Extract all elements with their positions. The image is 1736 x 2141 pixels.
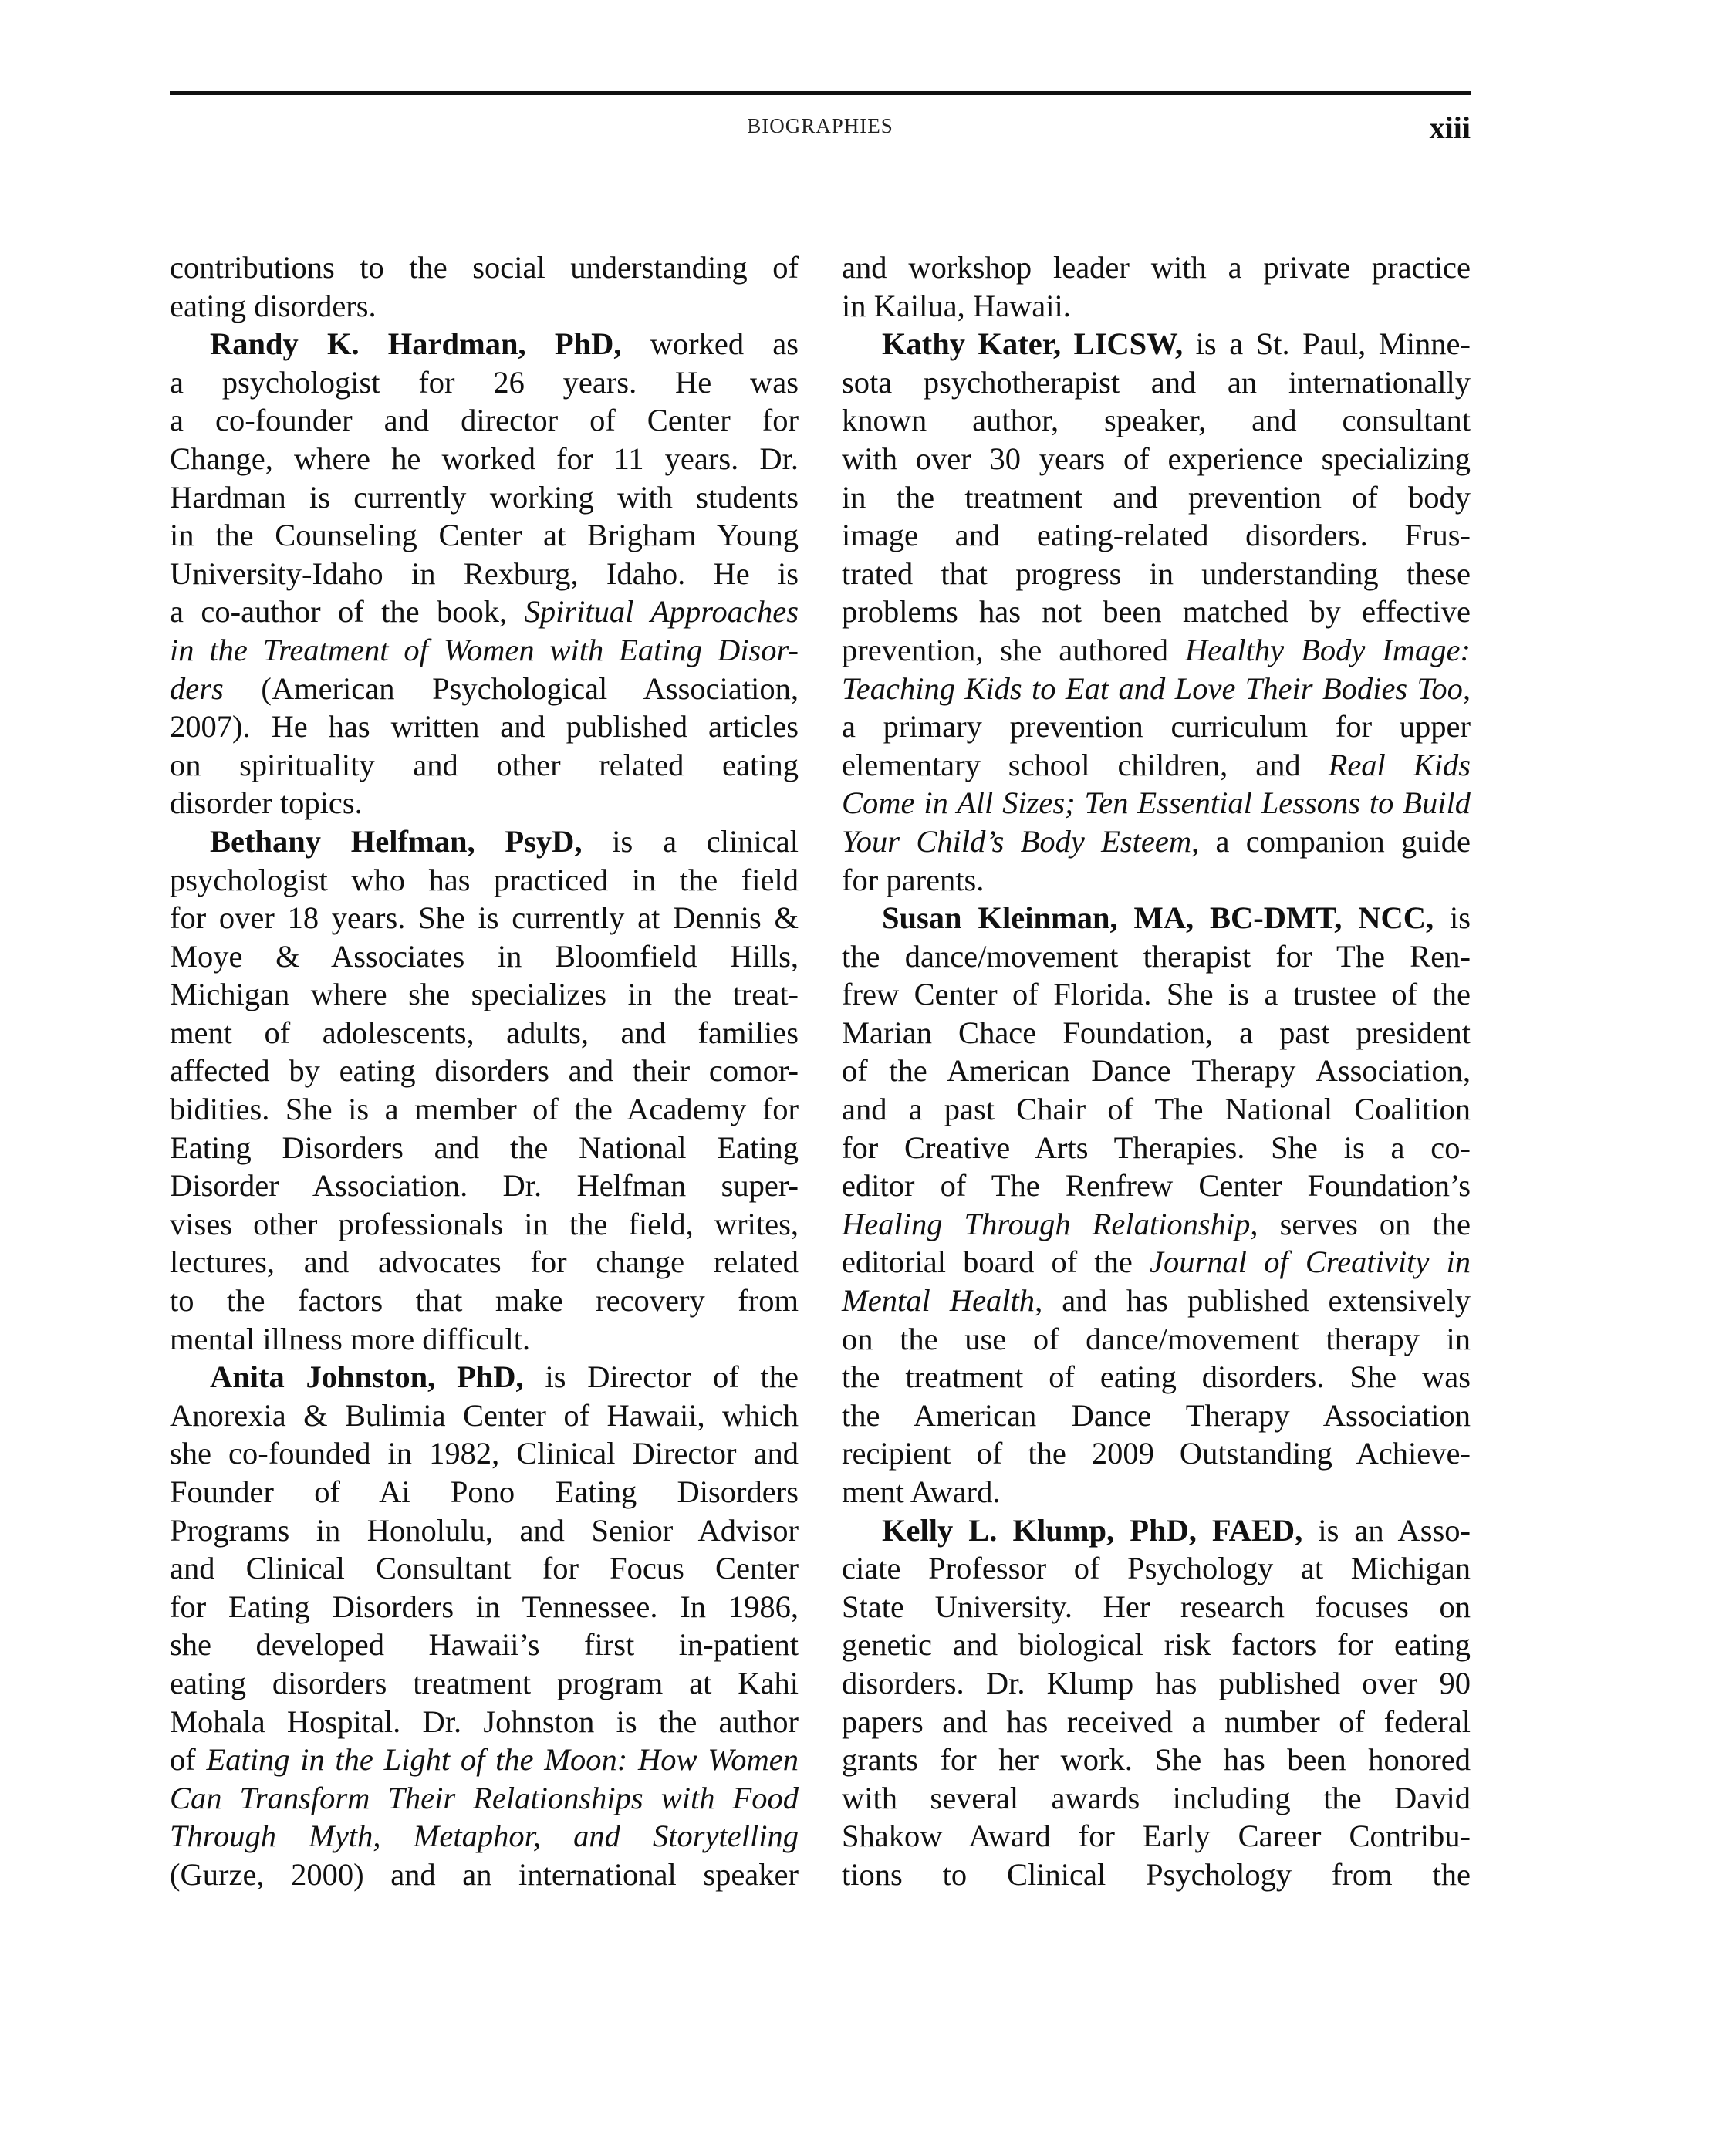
line-text: the treatment of eating disorders. She was	[842, 1359, 1471, 1395]
book-title-text: Real Kids	[1328, 747, 1471, 782]
text-line	[842, 1014, 1471, 1052]
line-text: Disorder Association. Dr. Helfman super-	[170, 1168, 799, 1204]
line-text: ment Award.	[842, 1474, 1001, 1509]
line-text: for parents.	[842, 862, 985, 897]
line-text: prevention, she authored	[842, 632, 1185, 667]
text-line	[170, 1396, 799, 1435]
line-text: problems has not been matched by effective	[842, 594, 1471, 630]
text-line	[170, 1664, 799, 1703]
text-line	[170, 1817, 799, 1856]
line-text: (Gurze, 2000) and an international speaker	[170, 1856, 799, 1892]
bio-first-line	[842, 1511, 1471, 1550]
line-text: a co-author of the book,	[170, 594, 525, 630]
bio-first-line	[842, 325, 1471, 363]
book-title-text: ders	[170, 670, 224, 706]
line-text: affected by eating disorders and their comor-	[170, 1053, 799, 1089]
line-text: is an Asso-	[1318, 1512, 1471, 1548]
text-line	[170, 516, 799, 555]
text-line	[842, 287, 1471, 326]
line-text: frew Center of Florida. She is a trustee of the	[842, 977, 1471, 1012]
book-title-text: Can Transform Their Relationships with Food	[170, 1780, 799, 1815]
line-text: State University. Her research focuses on	[842, 1589, 1471, 1624]
left-column	[170, 248, 799, 1894]
line-text: Eating Disorders and the National Eating	[170, 1130, 799, 1165]
text-line	[170, 1626, 799, 1664]
running-title: BIOGRAPHIES	[747, 114, 893, 137]
line-text: eating disorders.	[170, 288, 377, 323]
line-text: contributions to the social understanding of	[170, 250, 799, 285]
line-text: 2007). He has written and published articles	[170, 709, 799, 745]
text-line	[842, 1052, 1471, 1090]
line-text: is a clinical	[612, 823, 799, 859]
line-text: Change, where he worked for 11 years. Dr.	[170, 441, 799, 476]
line-text: papers and has received a number of federal	[842, 1704, 1471, 1739]
text-line	[170, 1014, 799, 1052]
bio-name: Anita Johnston, PhD,	[210, 1359, 524, 1395]
text-line	[842, 746, 1471, 785]
text-line	[842, 861, 1471, 900]
line-text: in the Counseling Center at Brigham Young	[170, 518, 799, 553]
text-line	[842, 707, 1471, 746]
text-line	[842, 1664, 1471, 1703]
text-line	[170, 478, 799, 517]
book-title-text: Journal of Creativity in	[1150, 1244, 1471, 1280]
line-text: eating disorders treatment program at Kahi	[170, 1665, 799, 1700]
text-line	[842, 1817, 1471, 1856]
line-text: image and eating-related disorders. Frus-	[842, 518, 1471, 553]
bio-first-line	[170, 325, 799, 363]
line-text: genetic and biological risk factors for eating	[842, 1627, 1471, 1663]
line-text: on spirituality and other related eating	[170, 747, 799, 782]
line-text: tions to Clinical Psychology from the	[842, 1856, 1471, 1892]
book-title-text: Teaching Kids to Eat and Love Their Bodies Too,	[842, 670, 1471, 706]
text-line	[170, 248, 799, 287]
bio-first-line	[842, 899, 1471, 937]
text-line	[170, 1205, 799, 1244]
text-line	[842, 1396, 1471, 1435]
text-line	[842, 516, 1471, 555]
text-line	[170, 1588, 799, 1626]
bio-name: Kathy Kater, LICSW,	[882, 326, 1184, 362]
text-line	[842, 401, 1471, 440]
text-line	[842, 1320, 1471, 1359]
line-text: editorial board of the	[842, 1244, 1150, 1280]
bio-name: Susan Kleinman, MA, BC-DMT, NCC,	[882, 900, 1434, 936]
text-line	[842, 1779, 1471, 1818]
text-line	[170, 1243, 799, 1282]
line-text: ment of adolescents, adults, and families	[170, 1015, 799, 1050]
book-title-text: in the Treatment of Women with Eating Disor-	[170, 632, 799, 667]
line-text: Hardman is currently working with students	[170, 479, 799, 515]
text-line	[170, 975, 799, 1014]
bio-name: Randy K. Hardman, PhD,	[210, 326, 622, 362]
header-rule	[170, 91, 1471, 95]
line-text: ciate Professor of Psychology at Michigan	[842, 1551, 1471, 1586]
text-line	[842, 440, 1471, 478]
text-line	[842, 784, 1471, 822]
text-line	[842, 1626, 1471, 1664]
line-text: to the factors that make recovery from	[170, 1283, 799, 1319]
text-line	[170, 593, 799, 631]
book-title-text: Healing Through Relationship	[842, 1206, 1251, 1241]
line-text: the dance/movement therapist for The Ren-	[842, 938, 1471, 974]
line-text: with several awards including the David	[842, 1780, 1471, 1815]
text-line	[842, 1282, 1471, 1320]
line-text: for Creative Arts Therapies. She is a co-	[842, 1130, 1471, 1165]
text-line	[170, 937, 799, 976]
text-line	[170, 1779, 799, 1818]
book-title-text: Eating in the Light of the Moon: How Women	[206, 1742, 799, 1778]
text-line	[842, 593, 1471, 631]
line-text: Mohala Hospital. Dr. Johnston is the author	[170, 1704, 799, 1739]
line-text: bidities. She is a member of the Academy for	[170, 1092, 799, 1127]
line-text: lectures, and advocates for change related	[170, 1244, 799, 1280]
text-line	[170, 1167, 799, 1205]
running-head	[170, 110, 1471, 147]
line-text: , serves on the	[1250, 1206, 1471, 1241]
line-text: vises other professionals in the field, writes,	[170, 1206, 799, 1241]
text-line	[842, 478, 1471, 517]
line-text: a psychologist for 26 years. He was	[170, 364, 799, 400]
text-line	[842, 975, 1471, 1014]
text-line	[170, 1052, 799, 1090]
text-line	[170, 1090, 799, 1129]
book-title-text: Spiritual Approaches	[524, 594, 799, 630]
text-line	[842, 1588, 1471, 1626]
book-title-text: Come in All Sizes; Ten Essential Lessons to Build	[842, 785, 1471, 821]
line-text: disorders. Dr. Klump has published over 90	[842, 1665, 1471, 1700]
text-line	[170, 401, 799, 440]
line-text: of	[170, 1742, 207, 1778]
text-line	[842, 1434, 1471, 1473]
line-text: Programs in Honolulu, and Senior Advisor	[170, 1512, 799, 1548]
text-line	[170, 287, 799, 326]
text-line	[170, 899, 799, 937]
text-line	[170, 1129, 799, 1167]
text-line	[170, 631, 799, 670]
line-text: in Kailua, Hawaii.	[842, 288, 1071, 323]
line-text: is a St. Paul, Minne-	[1195, 326, 1471, 362]
bio-name: Kelly L. Klump, PhD, FAED,	[882, 1512, 1303, 1548]
line-text: with over 30 years of experience specializing	[842, 441, 1471, 476]
text-line	[842, 1358, 1471, 1396]
text-line	[842, 1703, 1471, 1741]
line-text: in the treatment and prevention of body	[842, 479, 1471, 515]
line-text: and workshop leader with a private practice	[842, 250, 1471, 285]
text-line	[842, 937, 1471, 976]
text-line	[842, 248, 1471, 287]
line-text: psychologist who has practiced in the field	[170, 862, 799, 897]
text-line	[842, 1205, 1471, 1244]
text-line	[842, 1856, 1471, 1894]
text-line	[842, 1167, 1471, 1205]
text-line	[842, 1741, 1471, 1779]
line-text: Shakow Award for Early Career Contribu-	[842, 1818, 1471, 1854]
line-text: and Clinical Consultant for Focus Center	[170, 1551, 799, 1586]
bio-first-line	[170, 822, 799, 861]
line-text: she developed Hawaii’s first in-patient	[170, 1627, 799, 1663]
line-text: recipient of the 2009 Outstanding Achieve-	[842, 1436, 1471, 1471]
line-text: of the American Dance Therapy Association,	[842, 1053, 1471, 1089]
text-line	[842, 1243, 1471, 1282]
line-text: grants for her work. She has been honored	[842, 1742, 1471, 1778]
text-line	[170, 555, 799, 593]
line-text: Anorexia & Bulimia Center of Hawaii, which	[170, 1397, 799, 1433]
bio-first-line	[170, 1358, 799, 1396]
line-text: Founder of Ai Pono Eating Disorders	[170, 1474, 799, 1509]
text-line	[170, 707, 799, 746]
line-text: , a companion guide	[1191, 823, 1471, 859]
line-text: she co-founded in 1982, Clinical Director and	[170, 1436, 799, 1471]
text-line	[170, 440, 799, 478]
right-column	[842, 248, 1471, 1894]
text-line	[170, 1741, 799, 1779]
text-line	[170, 746, 799, 785]
line-text: Michigan where she specializes in the treat-	[170, 977, 799, 1012]
line-text: on the use of dance/movement therapy in	[842, 1321, 1471, 1356]
line-text: (American Psychological Association,	[223, 670, 799, 706]
text-line	[170, 1703, 799, 1741]
text-line	[842, 1129, 1471, 1167]
line-text: is	[1450, 900, 1471, 936]
line-text: for Eating Disorders in Tennessee. In 1986,	[170, 1589, 799, 1624]
text-line	[842, 1090, 1471, 1129]
line-text: University-Idaho in Rexburg, Idaho. He is	[170, 556, 799, 591]
line-text: is Director of the	[545, 1359, 799, 1395]
text-line	[170, 363, 799, 402]
text-line	[842, 822, 1471, 861]
line-text: editor of The Renfrew Center Foundation’s	[842, 1168, 1471, 1204]
text-line	[842, 363, 1471, 402]
text-line	[842, 1473, 1471, 1511]
line-text: trated that progress in understanding these	[842, 556, 1471, 591]
text-line	[842, 631, 1471, 670]
line-text: the American Dance Therapy Association	[842, 1397, 1471, 1433]
text-line	[170, 1320, 799, 1359]
book-title-text: Through Myth, Metaphor, and Storytelling	[170, 1818, 799, 1854]
book-title-text: Mental Health	[842, 1283, 1035, 1319]
line-text: Marian Chace Foundation, a past president	[842, 1015, 1471, 1050]
line-text: a primary prevention curriculum for upper	[842, 709, 1471, 745]
text-line	[170, 784, 799, 822]
text-line	[170, 1549, 799, 1588]
text-line	[842, 1549, 1471, 1588]
text-line	[170, 1856, 799, 1894]
line-text: a co-founder and director of Center for	[170, 403, 799, 438]
line-text: worked as	[650, 326, 799, 362]
text-line	[170, 1473, 799, 1511]
text-line	[170, 861, 799, 900]
text-line	[842, 670, 1471, 708]
line-text: Moye & Associates in Bloomfield Hills,	[170, 938, 799, 974]
book-title-text: Your Child’s Body Esteem	[842, 823, 1192, 859]
line-text: elementary school children, and	[842, 747, 1329, 782]
line-text: and a past Chair of The National Coalition	[842, 1092, 1471, 1127]
line-text: mental illness more difficult.	[170, 1321, 531, 1356]
text-line	[170, 1511, 799, 1550]
text-line	[842, 555, 1471, 593]
page-number: xiii	[1429, 110, 1471, 145]
line-text: , and has published extensively	[1035, 1283, 1471, 1319]
bio-name: Bethany Helfman, PsyD,	[210, 823, 583, 859]
line-text: disorder topics.	[170, 785, 363, 821]
line-text: known author, speaker, and consultant	[842, 403, 1471, 438]
line-text: for over 18 years. She is currently at Dennis &	[170, 900, 799, 936]
text-line	[170, 670, 799, 708]
text-line	[170, 1282, 799, 1320]
text-line	[170, 1434, 799, 1473]
line-text: sota psychotherapist and an internationally	[842, 364, 1471, 400]
book-title-text: Healthy Body Image:	[1184, 632, 1471, 667]
